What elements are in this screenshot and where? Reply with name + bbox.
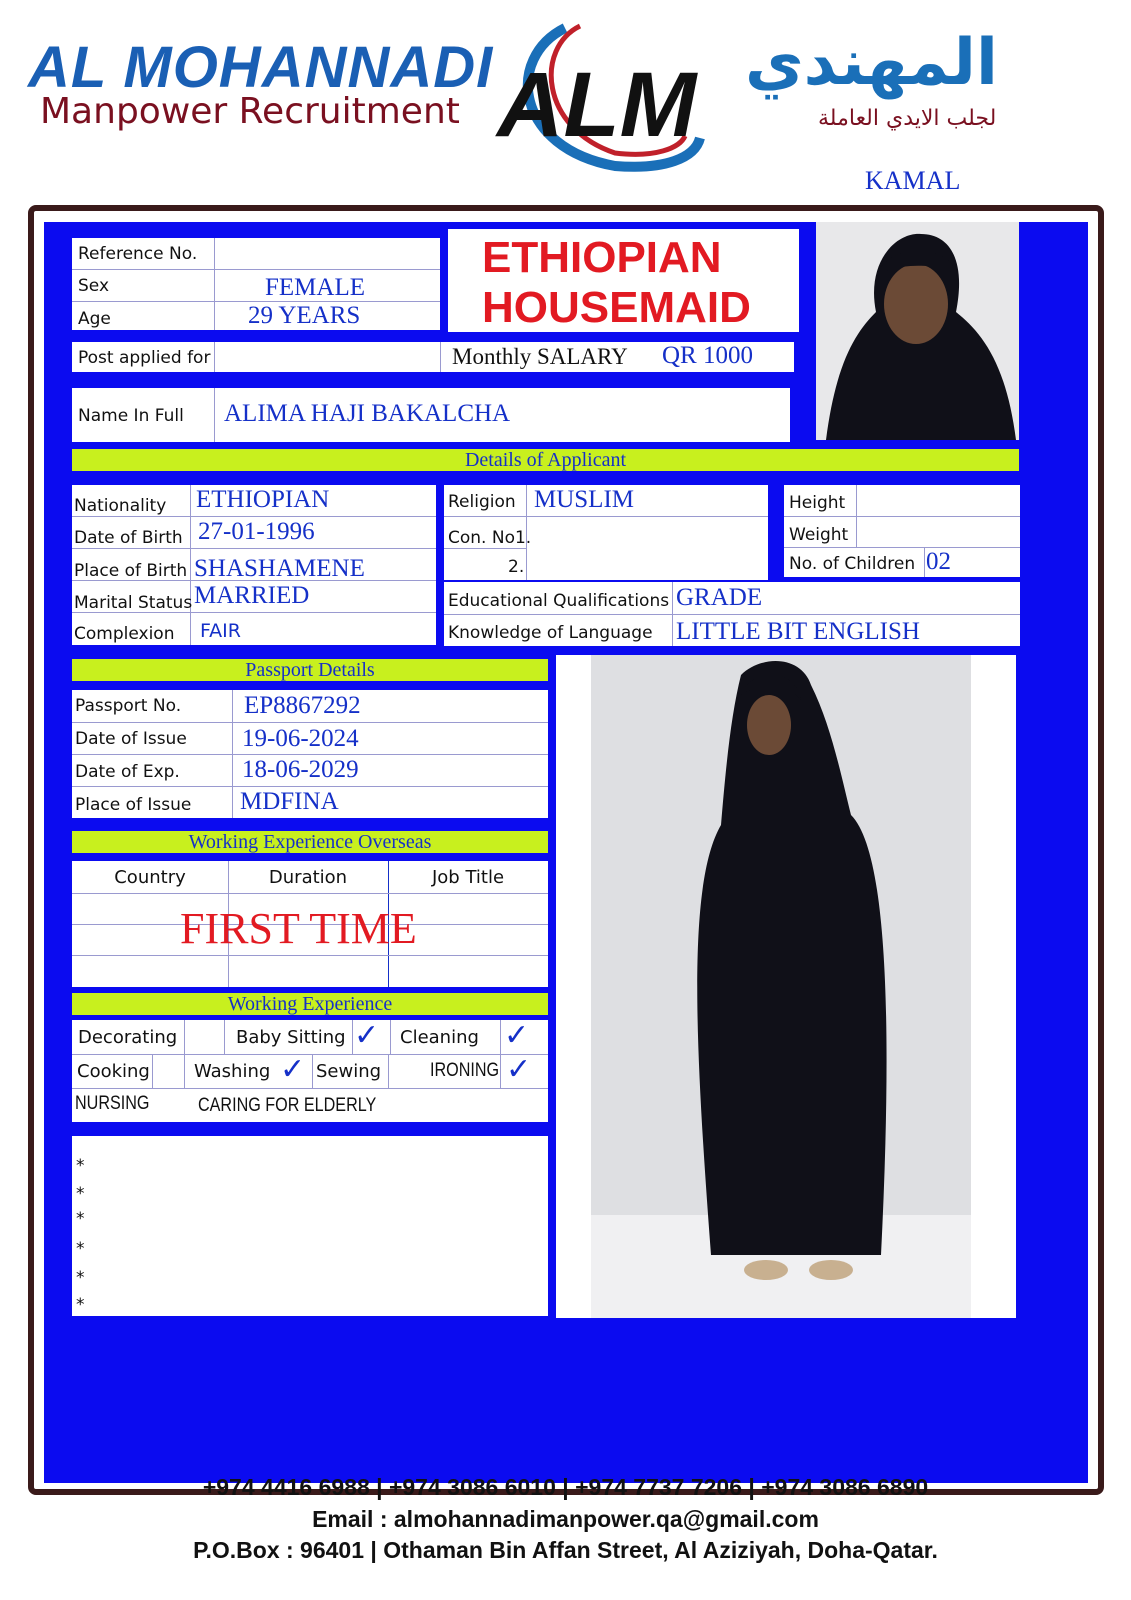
basic-info-box — [72, 238, 440, 330]
note-bullet: * — [76, 1295, 85, 1315]
logo-text: ALM — [497, 54, 697, 156]
sex-label: Sex — [78, 276, 110, 296]
name-row — [72, 388, 790, 442]
overseas-note: FIRST TIME — [180, 904, 417, 953]
portrait-photo — [816, 222, 1019, 440]
details-section-header: Details of Applicant — [72, 449, 1019, 471]
note-bullet: * — [76, 1184, 85, 1204]
washing-check-icon: ✓ — [280, 1052, 306, 1087]
note-bullet: * — [76, 1156, 85, 1176]
experience-grid — [72, 1020, 548, 1122]
note-bullet: * — [76, 1209, 85, 1229]
skill-cleaning: Cleaning — [400, 1027, 479, 1048]
skill-nursing: NURSING — [75, 1093, 150, 1114]
full-body-photo-frame — [556, 655, 1016, 1318]
brand-subtitle-english: Manpower Recruitment — [40, 91, 460, 132]
place-of-issue-label: Place of Issue — [75, 795, 192, 815]
nationality-value: ETHIOPIAN — [196, 486, 330, 513]
name-label: Name In Full — [78, 406, 184, 426]
complexion-label: Complexion — [74, 624, 175, 644]
children-label: No. of Children — [789, 554, 916, 574]
weight-label: Weight — [789, 525, 849, 545]
salary-value: QR 1000 — [662, 342, 753, 369]
education-language-box — [444, 582, 1020, 646]
issue-date-label: Date of Issue — [75, 729, 187, 749]
passport-no-label: Passport No. — [75, 696, 182, 716]
title-nationality: ETHIOPIAN — [482, 233, 722, 282]
marital-label: Marital Status — [74, 593, 193, 613]
issue-date-value: 19-06-2024 — [242, 725, 359, 752]
name-value: ALIMA HAJI BAKALCHA — [224, 400, 511, 427]
skill-cooking: Cooking — [77, 1061, 150, 1082]
skill-caring-elderly: CARING FOR ELDERLY — [198, 1095, 377, 1116]
skill-baby-sitting: Baby Sitting — [236, 1027, 346, 1048]
col-duration: Duration — [268, 867, 348, 888]
height-label: Height — [789, 493, 846, 513]
post-label: Post applied for — [78, 348, 211, 368]
overseas-table — [72, 861, 548, 987]
skill-sewing: Sewing — [316, 1061, 382, 1082]
experience-section-header: Working Experience — [72, 993, 548, 1015]
note-bullet: * — [76, 1268, 85, 1288]
brand-name-english: AL MOHANNADI — [28, 35, 494, 100]
title-position: HOUSEMAID — [482, 283, 751, 332]
marital-value: MARRIED — [194, 582, 310, 609]
passport-no-value: EP8867292 — [244, 692, 361, 719]
post-salary-row — [72, 342, 794, 372]
brand-subtitle-arabic: لجلب الايدي العاملة — [818, 106, 997, 131]
sex-value: FEMALE — [265, 274, 365, 301]
cleaning-check-icon: ✓ — [504, 1018, 530, 1053]
expiry-date-label: Date of Exp. — [75, 762, 180, 782]
language-label: Knowledge of Language — [448, 623, 653, 643]
agent-name: KAMAL — [865, 166, 961, 195]
baby-sitting-check-icon: ✓ — [354, 1018, 380, 1053]
language-value: LITTLE BIT ENGLISH — [676, 618, 920, 645]
skill-ironing: IRONING — [430, 1060, 500, 1081]
dob-value: 27-01-1996 — [198, 518, 315, 545]
education-label: Educational Qualifications — [448, 591, 670, 611]
age-value: 29 YEARS — [248, 302, 361, 329]
age-label: Age — [78, 309, 111, 329]
footer-email: Email : almohannadimanpower.qa@gmail.com — [312, 1506, 819, 1532]
education-value: GRADE — [676, 584, 763, 611]
brand-name-arabic: المهندي — [745, 26, 998, 100]
full-body-photo — [591, 655, 971, 1318]
nationality-label: Nationality — [74, 496, 167, 516]
religion-value: MUSLIM — [534, 486, 635, 513]
details-left-box — [72, 485, 436, 645]
col-country: Country — [114, 867, 186, 888]
complexion-value: FAIR — [200, 620, 241, 642]
ironing-check-icon: ✓ — [506, 1052, 532, 1087]
pob-value: SHASHAMENE — [194, 555, 365, 582]
footer-phones: +974 4416 6988 | +974 3086 6010 | +974 7737 7206 | +974 3086 6890 — [202, 1474, 929, 1500]
footer-address: P.O.Box : 96401 | Othaman Bin Affan Street, Al Aziziyah, Doha-Qatar. — [193, 1537, 938, 1563]
notes-box — [72, 1136, 548, 1316]
place-of-issue-value: MDFINA — [240, 788, 339, 815]
overseas-section-header: Working Experience Overseas — [72, 831, 548, 853]
religion-box — [444, 485, 768, 580]
reference-label: Reference No. — [78, 244, 198, 264]
salary-label: Monthly SALARY — [452, 344, 628, 369]
skill-washing: Washing — [194, 1061, 271, 1082]
note-bullet: * — [76, 1239, 85, 1259]
physical-box — [784, 485, 1020, 577]
pob-label: Place of Birth — [74, 561, 188, 581]
expiry-date-value: 18-06-2029 — [242, 756, 359, 783]
contact1-label: Con. No1. — [448, 528, 532, 548]
passport-section-header: Passport Details — [72, 659, 548, 681]
religion-label: Religion — [448, 492, 516, 512]
children-value: 02 — [926, 548, 951, 575]
dob-label: Date of Birth — [74, 528, 183, 548]
skill-decorating: Decorating — [78, 1027, 178, 1048]
alm-logo — [495, 18, 735, 178]
position-title-box — [448, 229, 799, 332]
contact2-label: 2. — [508, 557, 525, 577]
passport-box — [72, 690, 548, 818]
col-job-title: Job Title — [431, 867, 505, 888]
